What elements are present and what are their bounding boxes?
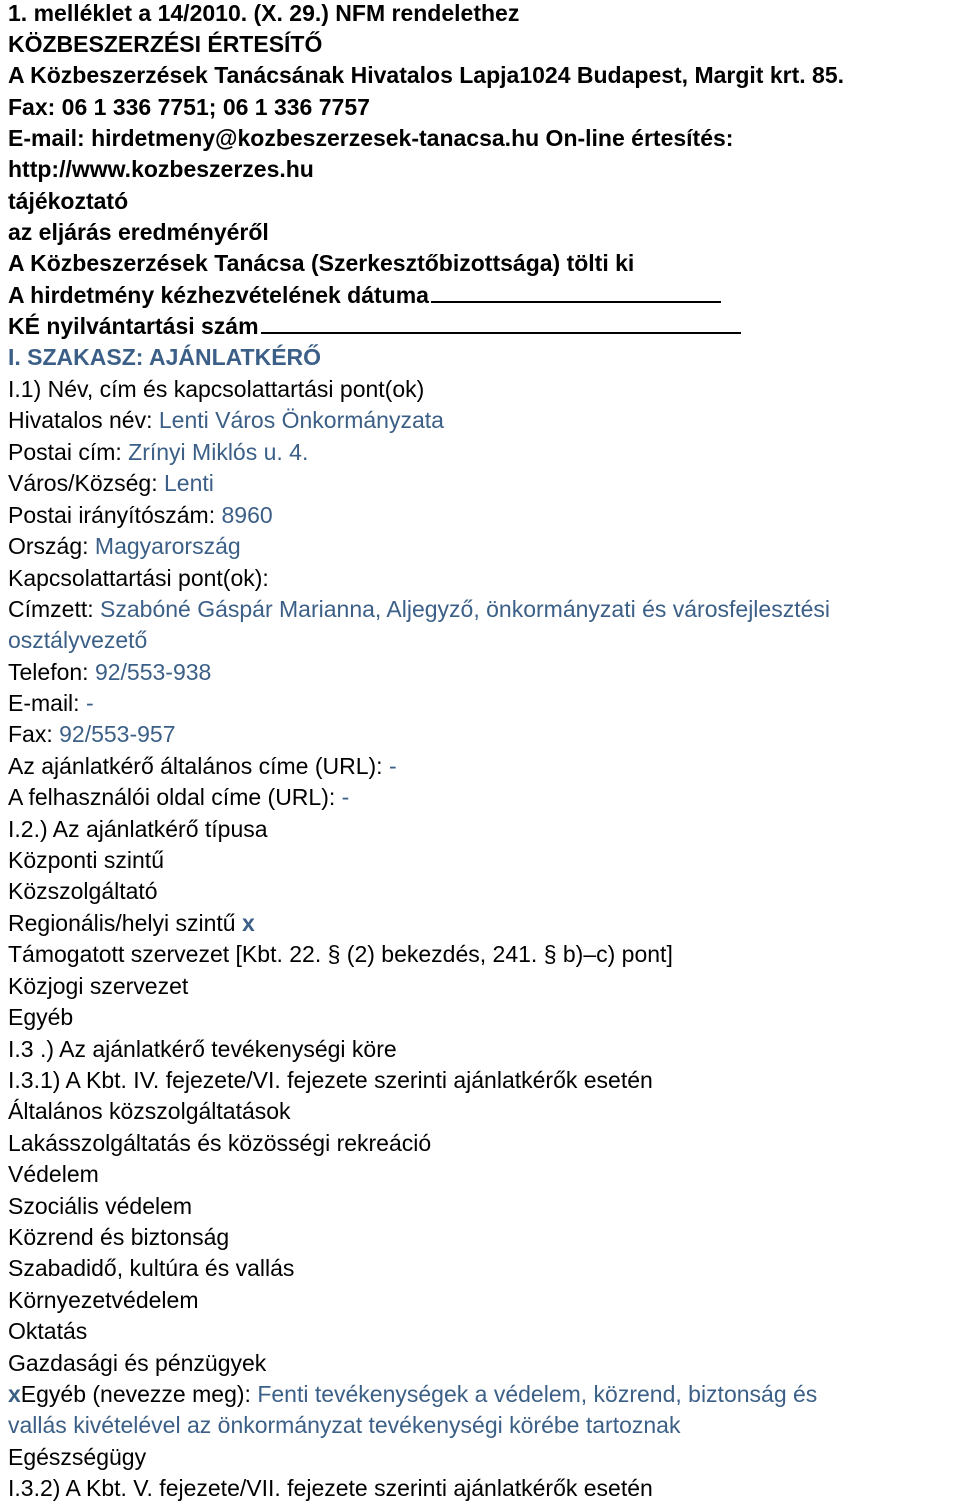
type-option: Közjogi szervezet xyxy=(8,973,189,999)
type-option-label: Regionális/helyi szintű xyxy=(8,910,236,936)
registry-number-row xyxy=(8,313,741,339)
postcode-row xyxy=(8,502,273,528)
receipt-date-label: A hirdetmény kézhezvételének dátuma xyxy=(8,282,429,308)
activity-subheading: I.3.1) A Kbt. IV. fejezete/VI. fejezete szerinti ajánlatkérők esetén xyxy=(8,1067,653,1093)
activity-other-value-cont: vallás kivételével az önkormányzat tevékenységi körébe tartoznak xyxy=(8,1412,681,1438)
email-label: E-mail: xyxy=(8,690,80,716)
document-type: tájékoztató xyxy=(8,188,129,214)
activity-other-label: Egyéb (nevezze meg): xyxy=(20,1381,251,1407)
activity-other-value: Fenti tevékenységek a védelem, közrend, biztonság és xyxy=(257,1381,818,1407)
fax-value: 92/553-957 xyxy=(59,721,176,747)
publisher-line: A Közbeszerzések Tanácsának Hivatalos Lapja1024 Budapest, Margit krt. 85. xyxy=(8,62,845,88)
city-row xyxy=(8,470,214,496)
website-url: http://www.kozbeszerzes.hu xyxy=(8,156,314,182)
annex-reference: 1. melléklet a 14/2010. (X. 29.) NFM rendelethez xyxy=(8,0,520,26)
postcode-label: Postai irányítószám: xyxy=(8,502,216,528)
general-url-row xyxy=(8,753,397,779)
buyer-profile-value: - xyxy=(341,784,350,810)
buyer-profile-label: A felhasználói oldal címe (URL): xyxy=(8,784,336,810)
official-name-value: Lenti Város Önkormányzata xyxy=(158,407,444,433)
type-option: Központi szintű xyxy=(8,847,164,873)
receipt-date-row xyxy=(8,282,721,308)
selected-mark: x xyxy=(241,910,255,936)
type-option: Egyéb xyxy=(8,1004,74,1030)
activity-option: Szociális védelem xyxy=(8,1193,193,1219)
fax-line: Fax: 06 1 336 7751; 06 1 336 7757 xyxy=(8,94,370,120)
postcode-value: 8960 xyxy=(221,502,273,528)
gazette-title: KÖZBESZERZÉSI ÉRTESÍTŐ xyxy=(8,31,323,57)
postal-address-label: Postai cím: xyxy=(8,439,122,465)
phone-row xyxy=(8,659,211,685)
activity-option: Egészségügy xyxy=(8,1444,147,1470)
activity-subheading: I.3.2) A Kbt. V. fejezete/VII. fejezete szerinti ajánlatkérők esetén xyxy=(8,1475,653,1501)
type-option xyxy=(8,941,673,967)
fax-row xyxy=(8,721,176,747)
section-sign-icon: § xyxy=(543,941,557,967)
activity-option: Szabadidő, kultúra és vallás xyxy=(8,1255,295,1281)
addressee-value-cont: osztályvezető xyxy=(8,627,148,653)
type-option: Közszolgáltató xyxy=(8,878,158,904)
section-sign-icon: § xyxy=(327,941,341,967)
activity-option: Általános közszolgáltatások xyxy=(8,1098,291,1124)
country-row xyxy=(8,533,241,559)
filled-by-note: A Közbeszerzések Tanácsa (Szerkesztőbizottsága) tölti ki xyxy=(8,250,635,276)
type-heading: I.2.) Az ajánlatkérő típusa xyxy=(8,816,268,842)
buyer-profile-row xyxy=(8,784,349,810)
activity-option: Védelem xyxy=(8,1161,99,1187)
type-option-selected xyxy=(8,910,255,936)
email-line: E-mail: hirdetmeny@kozbeszerzesek-tanacsa.hu On-line értesítés: xyxy=(8,125,734,151)
addressee-value: Szabóné Gáspár Marianna, Aljegyző, önkormányzati és városfejlesztési xyxy=(100,596,830,622)
type-option-part: b)–c) pont] xyxy=(562,941,673,967)
official-name-label: Hivatalos név: xyxy=(8,407,153,433)
email-value: - xyxy=(85,690,94,716)
city-value: Lenti xyxy=(163,470,214,496)
activity-option: Lakásszolgáltatás és közösségi rekreáció xyxy=(8,1130,432,1156)
postal-address-value: Zrínyi Miklós u. 4. xyxy=(128,439,309,465)
phone-label: Telefon: xyxy=(8,659,89,685)
selected-mark: x xyxy=(8,1381,21,1407)
section-title: I. SZAKASZ: AJÁNLATKÉRŐ xyxy=(8,344,322,370)
city-label: Város/Község: xyxy=(8,470,158,496)
activity-option: Közrend és biztonság xyxy=(8,1224,230,1250)
fax-label: Fax: xyxy=(8,721,53,747)
phone-value: 92/553-938 xyxy=(94,659,212,685)
official-name-row xyxy=(8,407,444,433)
general-url-value: - xyxy=(388,753,397,779)
type-option-part: Támogatott szervezet [Kbt. 22. xyxy=(8,941,322,967)
type-option-part: (2) bekezdés, 241. xyxy=(346,941,538,967)
general-url-label: Az ajánlatkérő általános címe (URL): xyxy=(8,753,383,779)
activity-option: Gazdasági és pénzügyek xyxy=(8,1350,267,1376)
activity-other-row xyxy=(8,1381,817,1407)
registry-number-blank xyxy=(261,332,741,334)
contact-points-label: Kapcsolattartási pont(ok): xyxy=(8,565,269,591)
addressee-label: Címzett: xyxy=(8,596,94,622)
email-row xyxy=(8,690,94,716)
activity-heading: I.3 .) Az ajánlatkérő tevékenységi köre xyxy=(8,1036,397,1062)
contact-heading: I.1) Név, cím és kapcsolattartási pont(ok) xyxy=(8,376,425,402)
receipt-date-blank xyxy=(431,301,721,303)
country-label: Ország: xyxy=(8,533,89,559)
registry-number-label: KÉ nyilvántartási szám xyxy=(8,313,259,339)
country-value: Magyarország xyxy=(94,533,241,559)
activity-option: Oktatás xyxy=(8,1318,88,1344)
addressee-row xyxy=(8,596,830,622)
activity-option: Környezetvédelem xyxy=(8,1287,199,1313)
document-subject: az eljárás eredményéről xyxy=(8,219,269,245)
postal-address-row xyxy=(8,439,308,465)
